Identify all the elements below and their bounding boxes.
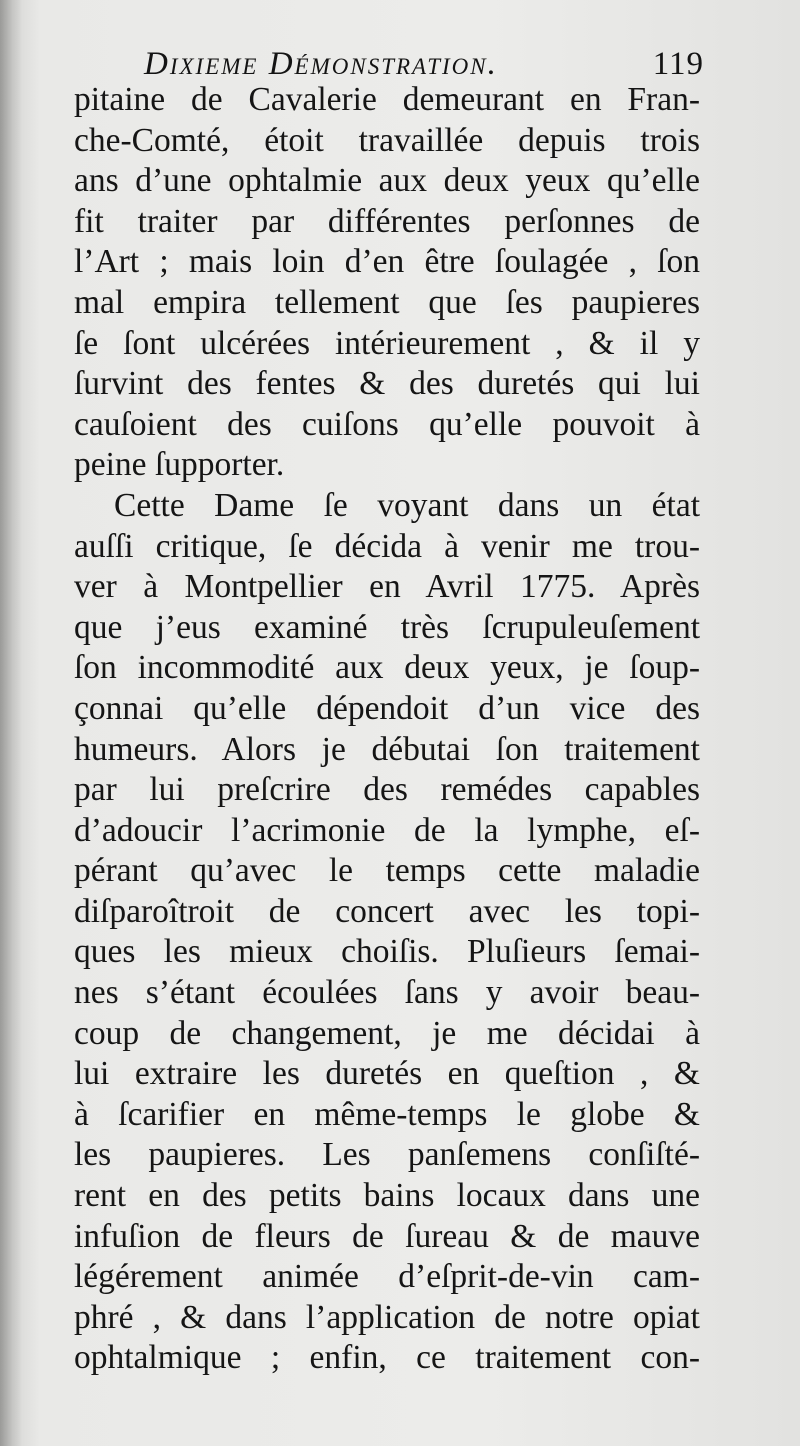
text-line: nes s’étant écoulées ſans y avoir beau-	[74, 974, 700, 1012]
running-title: Dixieme Démonstration.	[144, 46, 498, 82]
text-line: lui extraire les duretés en queſtion , &	[74, 1055, 700, 1093]
text-line: che-Comté, étoit travaillée depuis trois	[74, 121, 700, 159]
text-line: pitaine de Cavalerie demeurant en Fran-	[74, 81, 700, 118]
text-line: peine ſupporter.	[74, 446, 285, 484]
text-line: diſparoîtroit de concert avec les topi-	[74, 892, 700, 930]
text-line: Cette Dame ſe voyant dans un état	[114, 486, 700, 524]
text-line: ophtalmique ; enfin, ce traitement con-	[74, 1339, 700, 1377]
text-line: humeurs. Alors je débutai ſon traitement	[74, 730, 700, 768]
text-line: que j’eus examiné très ſcrupuleuſement	[74, 608, 700, 646]
text-line: ques les mieux choiſis. Pluſieurs ſemai-	[74, 933, 700, 971]
text-line: ſon incommodité aux deux yeux, je ſoup-	[74, 649, 700, 687]
text-line: par lui preſcrire des remédes capables	[74, 771, 700, 809]
text-line: légérement animée d’eſprit-de-vin cam-	[74, 1258, 700, 1296]
text-line: mal empira tellement que ſes paupieres	[74, 283, 700, 321]
paragraph-2	[74, 486, 700, 1379]
text-line: ans d’une ophtalmie aux deux yeux qu’elle	[74, 162, 700, 200]
text-line: ſurvint des fentes & des duretés qui lui	[74, 365, 700, 403]
text-line: ſe ſont ulcérées intérieurement , & il y	[74, 324, 700, 362]
text-line: auſſi critique, ſe décida à venir me trou-	[74, 527, 700, 565]
text-line: d’adoucir l’acrimonie de la lymphe, eſ-	[74, 811, 700, 849]
text-line: ver à Montpellier en Avril 1775. Après	[74, 568, 700, 606]
text-line: fit traiter par différentes perſonnes de	[74, 202, 700, 240]
page-number: 119	[652, 46, 704, 82]
text-line: coup de changement, je me décidai à	[74, 1014, 700, 1052]
text-line: çonnai qu’elle dépendoit d’un vice des	[74, 689, 700, 727]
text-line: rent en des petits bains locaux dans une	[74, 1177, 700, 1215]
text-line: phré , & dans l’application de notre opiat	[74, 1298, 700, 1336]
text-line: pérant qu’avec le temps cette maladie	[74, 852, 700, 890]
text-line: infuſion de fleurs de ſureau & de mauve	[74, 1217, 700, 1255]
paragraph-1	[74, 80, 700, 486]
text-line: les paupieres. Les panſemens conſiſté-	[74, 1136, 700, 1174]
body-text	[74, 80, 700, 1379]
text-line: l’Art ; mais loin d’en être ſoulagée , ſon	[74, 243, 700, 281]
page-gutter-shadow	[0, 0, 22, 1446]
text-line: cauſoient des cuiſons qu’elle pouvoit à	[74, 405, 700, 443]
text-line: à ſcarifier en même-temps le globe &	[74, 1095, 700, 1133]
